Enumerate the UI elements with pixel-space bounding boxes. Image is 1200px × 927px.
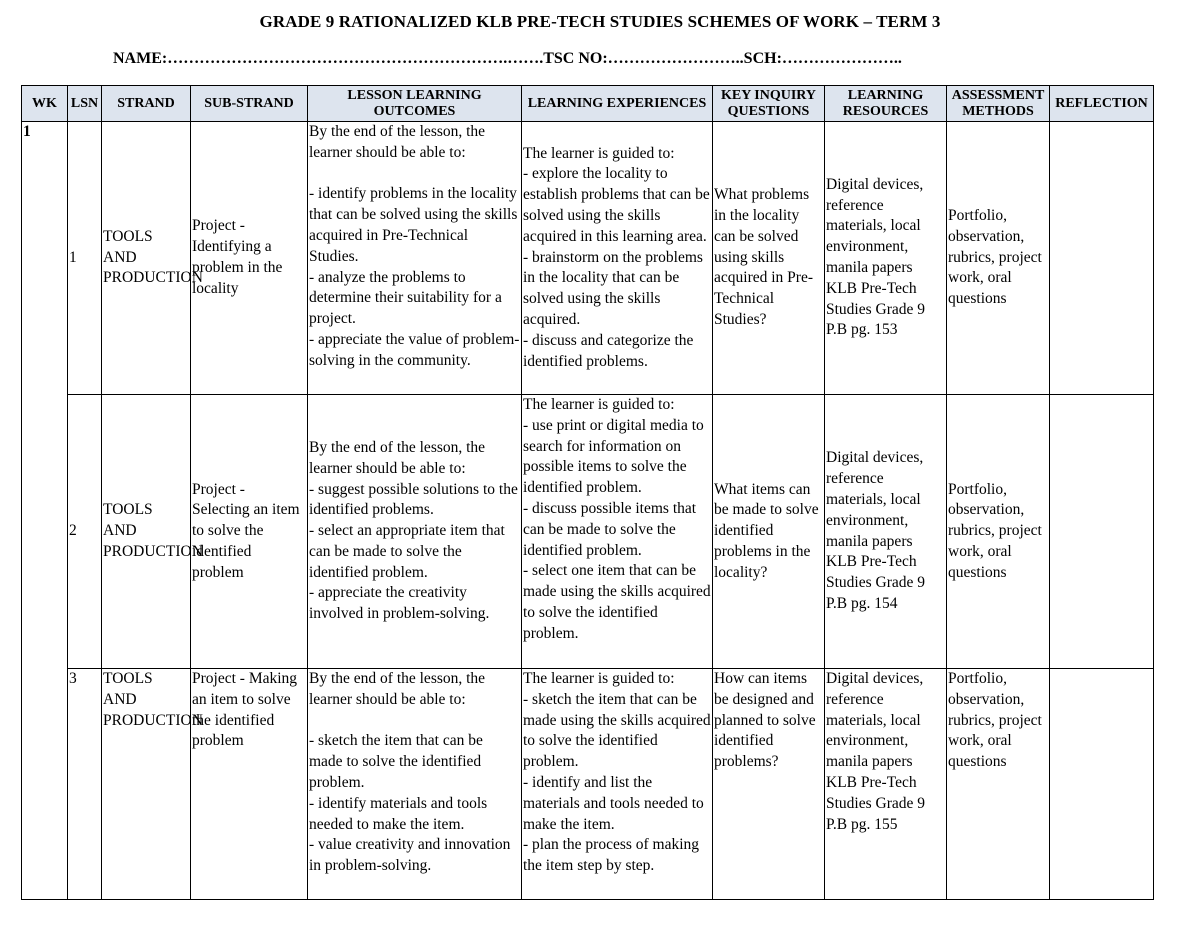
- table-row: [22, 395, 1154, 669]
- inquiry-question-cell: What problems in the locality can be solved using skills acquired in Pre-Technical Studies?: [713, 122, 825, 395]
- header-sub-strand: SUB-STRAND: [191, 86, 308, 122]
- experiences-cell: The learner is guided to: - use print or digital media to search for information on possible items to solve the identified problem. - discuss possible items that can be made to solve the identified problem. - select one item that can be made using the skills acquired to solve the identified problem.: [522, 395, 713, 669]
- strand-cell: TOOLS AND PRODUCTION: [102, 122, 191, 395]
- header-row: [22, 86, 1154, 122]
- schemes-of-work-table: [21, 85, 1154, 900]
- header-lsn: LSN: [68, 86, 102, 122]
- table-row: [22, 669, 1154, 900]
- reflection-cell: [1050, 122, 1154, 395]
- experiences-cell: The learner is guided to: - explore the locality to establish problems that can be solved using the skills acquired in this learning area. - brainstorm on the problems in the locality that can be solved using the skills acquired. - discuss and categorize the identified problems.: [522, 122, 713, 395]
- reflection-cell: [1050, 395, 1154, 669]
- header-learning-resources: LEARNING RESOURCES: [825, 86, 947, 122]
- assessment-cell: Portfolio, observation, rubrics, project work, oral questions: [947, 669, 1050, 900]
- sub-strand-cell: Project - Making an item to solve the identified problem: [191, 669, 308, 900]
- header-wk: WK: [22, 86, 68, 122]
- table-row: [22, 122, 1154, 395]
- header-learning-experiences: LEARNING EXPERIENCES: [522, 86, 713, 122]
- header-reflection: REFLECTION: [1050, 86, 1154, 122]
- strand-cell: TOOLS AND PRODUCTION: [102, 395, 191, 669]
- header-strand: STRAND: [102, 86, 191, 122]
- reflection-cell: [1050, 669, 1154, 900]
- outcomes-cell: By the end of the lesson, the learner should be able to: - suggest possible solutions to the identified problems. - select an appropriate item that can be made to solve the identified problem. - appreciate the creativity involved in problem-solving.: [308, 395, 522, 669]
- sub-strand-cell: Project - Identifying a problem in the locality: [191, 122, 308, 395]
- inquiry-question-cell: How can items be designed and planned to solve identified problems?: [713, 669, 825, 900]
- resources-cell: Digital devices, reference materials, local environment, manila papers KLB Pre-Tech Studies Grade 9 P.B pg. 154: [825, 395, 947, 669]
- strand-cell: TOOLS AND PRODUCTION: [102, 669, 191, 900]
- lesson-number: 1: [68, 122, 102, 395]
- header-key-inquiry-questions: KEY INQUIRY QUESTIONS: [713, 86, 825, 122]
- lesson-number: 2: [68, 395, 102, 669]
- document-title: GRADE 9 RATIONALIZED KLB PRE-TECH STUDIES SCHEMES OF WORK – TERM 3: [259, 12, 941, 31]
- outcomes-cell: By the end of the lesson, the learner should be able to: - sketch the item that can be made to solve the identified problem. - identify materials and tools needed to make the item. - value creativity and innovation in problem-solving.: [308, 669, 522, 900]
- experiences-cell: The learner is guided to: - sketch the item that can be made using the skills acquired to solve the identified problem. - identify and list the materials and tools needed to make the item. - plan the process of making the item step by step.: [522, 669, 713, 900]
- assessment-cell: Portfolio, observation, rubrics, project work, oral questions: [947, 122, 1050, 395]
- sub-strand-cell: Project - Selecting an item to solve the identified problem: [191, 395, 308, 669]
- header-assessment-methods: ASSESSMENT METHODS: [947, 86, 1050, 122]
- lesson-number: 3: [68, 669, 102, 900]
- name-tsc-school-line: NAME:……………………………………………………….…….TSC NO:……………………..SCH:…………………..: [113, 50, 902, 67]
- week-number: 1: [22, 122, 68, 900]
- assessment-cell: Portfolio, observation, rubrics, project work, oral questions: [947, 395, 1050, 669]
- resources-cell: Digital devices, reference materials, local environment, manila papers KLB Pre-Tech Studies Grade 9 P.B pg. 153: [825, 122, 947, 395]
- header-learning-outcomes: LESSON LEARNING OUTCOMES: [308, 86, 522, 122]
- outcomes-cell: By the end of the lesson, the learner should be able to: - identify problems in the locality that can be solved using the skills acquired in Pre-Technical Studies. - analyze the problems to determine their suitability for a project. - appreciate the value of problem-solving in the community.: [308, 122, 522, 395]
- inquiry-question-cell: What items can be made to solve identified problems in the locality?: [713, 395, 825, 669]
- resources-cell: Digital devices, reference materials, local environment, manila papers KLB Pre-Tech Studies Grade 9 P.B pg. 155: [825, 669, 947, 900]
